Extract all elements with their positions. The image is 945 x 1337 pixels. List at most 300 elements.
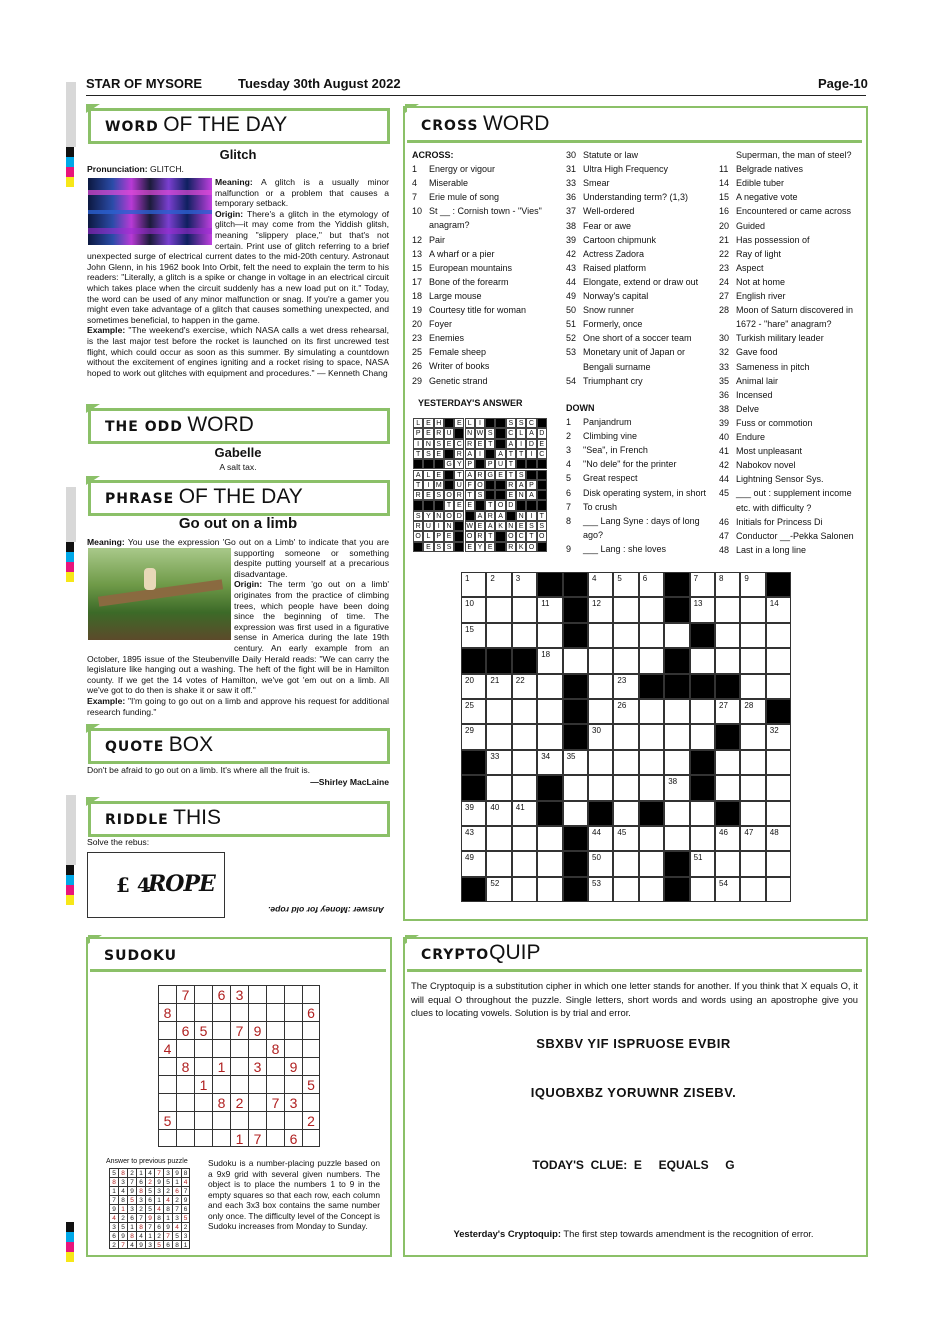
black-square	[664, 674, 689, 699]
sudoku-cell[interactable]	[230, 1111, 248, 1129]
cell-number: 6	[642, 574, 648, 583]
crossword-cell[interactable]	[512, 623, 537, 648]
sudoku-cell[interactable]	[266, 1129, 284, 1147]
sudoku-cell[interactable]	[212, 1075, 230, 1093]
crossword-cell[interactable]	[512, 674, 537, 699]
crossword-cell[interactable]	[563, 648, 588, 673]
answer-cell: N	[423, 439, 433, 449]
crossword-cell[interactable]	[486, 674, 511, 699]
sudoku-cell[interactable]	[284, 1021, 302, 1039]
answer-digit: 5	[154, 1240, 163, 1249]
crossword-cell[interactable]	[486, 801, 511, 826]
crossword-cell[interactable]	[715, 597, 740, 622]
sudoku-cell[interactable]	[158, 1093, 176, 1111]
crossword-cell[interactable]	[639, 775, 664, 800]
answer-digit: 4	[118, 1186, 127, 1195]
crossword-cell[interactable]	[486, 775, 511, 800]
black-square	[495, 428, 505, 438]
crossword-cell[interactable]	[486, 750, 511, 775]
answer-digit: 2	[154, 1231, 163, 1240]
crossword-cell[interactable]	[537, 648, 562, 673]
answer-cell: E	[465, 500, 475, 510]
sudoku-cell[interactable]	[194, 1129, 212, 1147]
sudoku-cell[interactable]	[302, 1057, 320, 1075]
crossword-cell[interactable]	[486, 597, 511, 622]
black-square	[537, 490, 547, 500]
cell-number: 35	[566, 751, 576, 761]
crossword-cell[interactable]	[512, 801, 537, 826]
sudoku-cell[interactable]: 6	[212, 985, 230, 1003]
clue-text: Last in a long line	[736, 544, 807, 555]
crossword-cell[interactable]	[639, 851, 664, 876]
crossword-cell[interactable]	[537, 699, 562, 724]
crossword-cell[interactable]	[613, 572, 638, 597]
clue-item	[566, 347, 685, 357]
crossword-cell[interactable]	[537, 724, 562, 749]
crossword-cell[interactable]	[664, 724, 689, 749]
sudoku-cell[interactable]	[176, 1075, 194, 1093]
cipher-line-2: IQUOBXBZ YORUWNR ZISEBV.	[530, 1085, 737, 1100]
crossword-cell[interactable]	[537, 826, 562, 851]
crossword-cell[interactable]	[613, 623, 638, 648]
crossword-cell[interactable]	[461, 572, 486, 597]
crossword-cell[interactable]	[715, 623, 740, 648]
black-square	[664, 851, 689, 876]
answer-cell: R	[506, 542, 516, 552]
sudoku-cell[interactable]: 2	[302, 1111, 320, 1129]
sudoku-cell[interactable]	[158, 1075, 176, 1093]
answer-cell: P	[434, 531, 444, 541]
crossword-cell[interactable]	[486, 877, 511, 902]
sudoku-cell[interactable]	[176, 1003, 194, 1021]
crossword-cell[interactable]	[588, 699, 613, 724]
crossword-cell[interactable]	[766, 674, 791, 699]
answer-cell: A	[495, 449, 505, 459]
crossword-cell[interactable]	[639, 648, 664, 673]
crossword-cell[interactable]	[512, 750, 537, 775]
crossword-cell[interactable]	[613, 724, 638, 749]
answer-cell: A	[495, 511, 505, 521]
crossword-cell[interactable]	[639, 750, 664, 775]
crossword-cell[interactable]	[740, 826, 765, 851]
crossword-cell[interactable]	[537, 623, 562, 648]
crossword-cell[interactable]	[715, 877, 740, 902]
meaning-lead: You use the expression 'Go out on a Limb' to indicate that you	[127, 537, 374, 547]
sudoku-cell[interactable]	[284, 1039, 302, 1057]
sudoku-cell[interactable]	[266, 1111, 284, 1129]
color-mark-yellow	[66, 572, 74, 582]
crossword-cell[interactable]	[537, 877, 562, 902]
black-square	[588, 801, 613, 826]
sudoku-cell[interactable]	[230, 1075, 248, 1093]
crossword-cell[interactable]	[588, 724, 613, 749]
clue-text: Climbing vine	[583, 431, 638, 442]
crossword-cell[interactable]	[588, 597, 613, 622]
sudoku-cell[interactable]	[248, 1093, 266, 1111]
crossword-cell[interactable]	[512, 572, 537, 597]
sudoku-cell[interactable]	[248, 1039, 266, 1057]
crossword-cell[interactable]	[740, 572, 765, 597]
clue-number: 4	[412, 178, 418, 189]
crossword-cell[interactable]	[563, 750, 588, 775]
crossword-cell[interactable]	[613, 597, 638, 622]
crossword-cell[interactable]	[588, 826, 613, 851]
crossword-cell[interactable]	[690, 597, 715, 622]
sudoku-cell[interactable]	[302, 985, 320, 1003]
crossword-cell[interactable]	[512, 699, 537, 724]
clue-item	[719, 291, 786, 301]
crossword-cell[interactable]	[766, 597, 791, 622]
sudoku-cell[interactable]	[194, 1039, 212, 1057]
sudoku-cell[interactable]	[194, 1093, 212, 1111]
clue-text: Writer of books	[429, 361, 490, 372]
sudoku-cell[interactable]: 6	[176, 1021, 194, 1039]
crossword-cell[interactable]	[512, 724, 537, 749]
crossword-cell[interactable]	[715, 699, 740, 724]
clue-number: 23	[719, 262, 730, 273]
crossword-cell[interactable]	[639, 597, 664, 622]
sudoku-cell[interactable]: 1	[230, 1129, 248, 1147]
cell-number: 21	[490, 675, 500, 685]
sudoku-cell[interactable]	[212, 1039, 230, 1057]
sudoku-cell[interactable]	[230, 1003, 248, 1021]
clue-number: 12	[412, 234, 423, 245]
odd-word-title	[88, 408, 390, 444]
sudoku-cell[interactable]	[302, 1129, 320, 1147]
clue-text: Elongate, extend or draw out	[583, 276, 699, 287]
crossword-cell[interactable]	[740, 750, 765, 775]
answer-cell: E	[516, 521, 526, 531]
crossword-cell[interactable]	[740, 801, 765, 826]
pron-label: Pronunciation:	[87, 164, 148, 174]
crossword-cell[interactable]	[639, 724, 664, 749]
sudoku-cell[interactable]	[158, 1129, 176, 1147]
black-square	[423, 459, 433, 469]
sudoku-cell[interactable]	[176, 1039, 194, 1057]
sudoku-cell[interactable]	[194, 985, 212, 1003]
crossword-cell[interactable]	[588, 674, 613, 699]
clue-number: 51	[566, 319, 577, 330]
crossword-cell[interactable]	[740, 623, 765, 648]
crossword-cell[interactable]	[461, 699, 486, 724]
sudoku-cell[interactable]	[230, 1057, 248, 1075]
crossword-cell[interactable]	[639, 826, 664, 851]
crossword-cell[interactable]	[588, 648, 613, 673]
clue-text: Pair	[429, 234, 446, 245]
clue-text: Aspect	[736, 262, 764, 273]
crossword-cell[interactable]	[766, 750, 791, 775]
crossword-cell[interactable]	[563, 775, 588, 800]
crossword-cell[interactable]	[740, 699, 765, 724]
crossword-cell[interactable]	[664, 801, 689, 826]
sudoku-cell[interactable]	[194, 1057, 212, 1075]
crossword-cell[interactable]	[715, 775, 740, 800]
sudoku-cell[interactable]: 9	[248, 1021, 266, 1039]
sudoku-cell[interactable]	[194, 1111, 212, 1129]
crossword-cell[interactable]	[740, 597, 765, 622]
sudoku-cell[interactable]: 7	[248, 1129, 266, 1147]
black-square	[563, 597, 588, 622]
crossword-cell[interactable]	[766, 877, 791, 902]
crossword-cell[interactable]	[766, 775, 791, 800]
crossword-cell[interactable]	[664, 623, 689, 648]
crossword-cell[interactable]	[537, 851, 562, 876]
sudoku-cell[interactable]	[302, 1021, 320, 1039]
sudoku-cell[interactable]	[230, 1039, 248, 1057]
clue-text: Erie mule of song	[429, 192, 500, 203]
sudoku-cell[interactable]	[266, 1057, 284, 1075]
crossword-cell[interactable]	[486, 851, 511, 876]
sudoku-cell[interactable]	[212, 1003, 230, 1021]
sudoku-cell[interactable]	[284, 1003, 302, 1021]
crossword-cell[interactable]	[613, 877, 638, 902]
cell-number: 7	[693, 574, 699, 583]
crossword-cell[interactable]	[740, 851, 765, 876]
answer-cell: R	[475, 470, 485, 480]
crossword-cell[interactable]	[664, 775, 689, 800]
crossword-cell[interactable]	[690, 648, 715, 673]
crossword-cell[interactable]	[461, 674, 486, 699]
crossword-cell[interactable]	[461, 826, 486, 851]
sudoku-cell[interactable]	[266, 1021, 284, 1039]
word-of-day-body	[87, 177, 389, 378]
answer-cell: O	[413, 531, 423, 541]
sudoku-cell[interactable]	[248, 985, 266, 1003]
answer-cell: T	[485, 439, 495, 449]
sudoku-cell[interactable]: 7	[230, 1021, 248, 1039]
crossword-cell[interactable]	[766, 826, 791, 851]
answer-digit: 8	[181, 1168, 190, 1177]
sudoku-cell[interactable]	[158, 1057, 176, 1075]
crossword-cell[interactable]	[740, 775, 765, 800]
black-square	[486, 648, 511, 673]
crossword-cell[interactable]	[613, 648, 638, 673]
sudoku-cell[interactable]	[194, 1003, 212, 1021]
cell-number: 26	[617, 701, 627, 710]
crossword-cell[interactable]	[690, 826, 715, 851]
sudoku-cell[interactable]	[212, 1021, 230, 1039]
black-square	[715, 674, 740, 699]
crossword-cell[interactable]	[537, 750, 562, 775]
sudoku-cell[interactable]	[176, 1093, 194, 1111]
crossword-cell[interactable]	[486, 623, 511, 648]
crossword-cell[interactable]	[690, 877, 715, 902]
clue-item	[566, 164, 668, 174]
crossword-cell[interactable]	[715, 572, 740, 597]
answer-digit: 8	[109, 1177, 118, 1186]
sudoku-cell[interactable]	[212, 1129, 230, 1147]
crossword-cell[interactable]	[613, 750, 638, 775]
crossword-cell[interactable]	[664, 750, 689, 775]
crossword-cell[interactable]	[715, 826, 740, 851]
black-square	[461, 877, 486, 902]
crossword-cell[interactable]	[512, 775, 537, 800]
crossword-cell[interactable]	[613, 699, 638, 724]
sudoku-grid[interactable]	[158, 985, 320, 1147]
crossword-cell[interactable]	[588, 851, 613, 876]
answer-digit: 6	[127, 1213, 136, 1222]
crossword-cell[interactable]	[639, 623, 664, 648]
crossword-cell[interactable]	[766, 801, 791, 826]
crossword-cell[interactable]	[664, 699, 689, 724]
clue-number: 18	[412, 290, 423, 301]
crossword-cell[interactable]	[512, 826, 537, 851]
sudoku-cell[interactable]: 7	[176, 985, 194, 1003]
answer-cell: S	[444, 542, 454, 552]
crossword-cell[interactable]	[639, 572, 664, 597]
cell-number: 28	[744, 701, 754, 710]
sudoku-cell[interactable]: 8	[212, 1093, 230, 1111]
color-mark-cyan	[66, 1232, 74, 1242]
crossword-cell[interactable]	[664, 826, 689, 851]
crossword-cell[interactable]	[690, 572, 715, 597]
clue-text: One short of a soccer team	[583, 333, 692, 344]
crossword-cell[interactable]	[461, 623, 486, 648]
sudoku-cell[interactable]	[248, 1111, 266, 1129]
cell-number: 22	[515, 675, 525, 685]
crossword-cell[interactable]	[740, 648, 765, 673]
sudoku-cell[interactable]	[266, 1075, 284, 1093]
sudoku-cell[interactable]	[302, 1039, 320, 1057]
crossword-cell[interactable]	[461, 597, 486, 622]
crossword-cell[interactable]	[486, 724, 511, 749]
crossword-cell[interactable]	[588, 750, 613, 775]
sudoku-cell[interactable]: 3	[284, 1093, 302, 1111]
crossword-cell[interactable]	[537, 597, 562, 622]
crossword-cell[interactable]	[486, 826, 511, 851]
answer-digit: 1	[109, 1186, 118, 1195]
clue-text: Gave food	[736, 347, 778, 358]
answer-digit: 6	[181, 1204, 190, 1213]
sudoku-cell[interactable]	[284, 985, 302, 1003]
answer-cell: S	[475, 490, 485, 500]
answer-digit: 8	[127, 1231, 136, 1240]
title-small: WORD	[105, 119, 159, 135]
sudoku-cell[interactable]: 3	[230, 985, 248, 1003]
sudoku-cell[interactable]: 2	[230, 1093, 248, 1111]
black-square	[563, 572, 588, 597]
sudoku-cell[interactable]: 8	[176, 1057, 194, 1075]
answer-cell: S	[537, 521, 547, 531]
crossword-cell[interactable]	[588, 623, 613, 648]
crossword-cell[interactable]	[613, 674, 638, 699]
sudoku-cell[interactable]: 5	[194, 1021, 212, 1039]
crossword-cell[interactable]	[512, 597, 537, 622]
answer-digit: 2	[118, 1213, 127, 1222]
sudoku-cell[interactable]	[284, 1111, 302, 1129]
answer-digit: 9	[163, 1222, 172, 1231]
clue-number: 38	[719, 403, 730, 414]
black-square	[516, 500, 526, 510]
crossword-cell[interactable]	[740, 724, 765, 749]
crossword-cell[interactable]	[461, 724, 486, 749]
crossword-cell[interactable]	[740, 877, 765, 902]
crossword-cell[interactable]	[486, 699, 511, 724]
sudoku-cell[interactable]: 8	[266, 1039, 284, 1057]
answer-cell: O	[475, 480, 485, 490]
yesterday-cryptoquip	[405, 1228, 862, 1239]
answer-cell: E	[444, 531, 454, 541]
clue-number: 35	[719, 375, 730, 386]
clue-number: 13	[412, 248, 423, 259]
sudoku-cell[interactable]: 1	[212, 1057, 230, 1075]
cell-number: 34	[541, 751, 551, 761]
sudoku-cell[interactable]	[284, 1075, 302, 1093]
sudoku-cell[interactable]	[248, 1075, 266, 1093]
crossword-cell[interactable]	[766, 851, 791, 876]
sudoku-cell[interactable]	[158, 985, 176, 1003]
answer-digit: 1	[172, 1177, 181, 1186]
crossword-cell[interactable]	[690, 801, 715, 826]
sudoku-cell[interactable]	[266, 985, 284, 1003]
sudoku-cell[interactable]	[302, 1093, 320, 1111]
sudoku-cell[interactable]: 6	[302, 1003, 320, 1021]
crossword-cell[interactable]	[537, 674, 562, 699]
crossword-cell[interactable]	[512, 851, 537, 876]
crossword-cell[interactable]	[588, 775, 613, 800]
crossword-cell[interactable]	[563, 801, 588, 826]
crossword-cell[interactable]	[690, 851, 715, 876]
sudoku-cell[interactable]: 3	[248, 1057, 266, 1075]
crossword-cell[interactable]	[588, 877, 613, 902]
crossword-cell[interactable]	[715, 648, 740, 673]
sudoku-cell[interactable]: 7	[266, 1093, 284, 1111]
sudoku-cell[interactable]	[266, 1003, 284, 1021]
crossword-cell[interactable]	[740, 674, 765, 699]
crossword-cell[interactable]	[690, 699, 715, 724]
clue-text: Animal lair	[736, 375, 779, 386]
crossword-cell[interactable]	[613, 826, 638, 851]
sudoku-cell[interactable]: 6	[284, 1129, 302, 1147]
clue-item	[719, 333, 824, 343]
answer-cell: E	[465, 542, 475, 552]
crossword-cell[interactable]	[461, 801, 486, 826]
sudoku-cell[interactable]	[176, 1129, 194, 1147]
crossword-cell[interactable]	[766, 623, 791, 648]
crossword-cell[interactable]	[639, 699, 664, 724]
sudoku-cell[interactable]: 4	[158, 1039, 176, 1057]
sudoku-cell[interactable]	[248, 1003, 266, 1021]
crossword-cell[interactable]	[766, 724, 791, 749]
clue-text: Genetic strand	[429, 375, 488, 386]
crossword-cell[interactable]	[766, 648, 791, 673]
crossword-cell[interactable]	[461, 851, 486, 876]
sudoku-cell[interactable]	[176, 1111, 194, 1129]
answer-cell: C	[526, 418, 536, 428]
sudoku-cell[interactable]: 5	[302, 1075, 320, 1093]
crossword-cell[interactable]	[613, 775, 638, 800]
sudoku-cell[interactable]: 8	[158, 1003, 176, 1021]
sudoku-cell[interactable]: 9	[284, 1057, 302, 1075]
crossword-cell[interactable]	[715, 851, 740, 876]
crossword-cell[interactable]	[486, 572, 511, 597]
crossword-cell[interactable]	[690, 724, 715, 749]
cell-number: 5	[617, 574, 622, 583]
sudoku-cell[interactable]: 5	[158, 1111, 176, 1129]
sudoku-cell[interactable]: 1	[194, 1075, 212, 1093]
crossword-cell[interactable]	[588, 572, 613, 597]
crossword-cell[interactable]	[639, 877, 664, 902]
crossword-cell[interactable]	[613, 801, 638, 826]
sudoku-cell[interactable]	[158, 1021, 176, 1039]
clue-number: 47	[719, 530, 730, 541]
crossword-cell[interactable]	[715, 750, 740, 775]
crossword-cell[interactable]	[512, 877, 537, 902]
answer-cell: E	[475, 521, 485, 531]
black-square	[639, 801, 664, 826]
sudoku-cell[interactable]	[212, 1111, 230, 1129]
crossword-cell[interactable]	[613, 851, 638, 876]
